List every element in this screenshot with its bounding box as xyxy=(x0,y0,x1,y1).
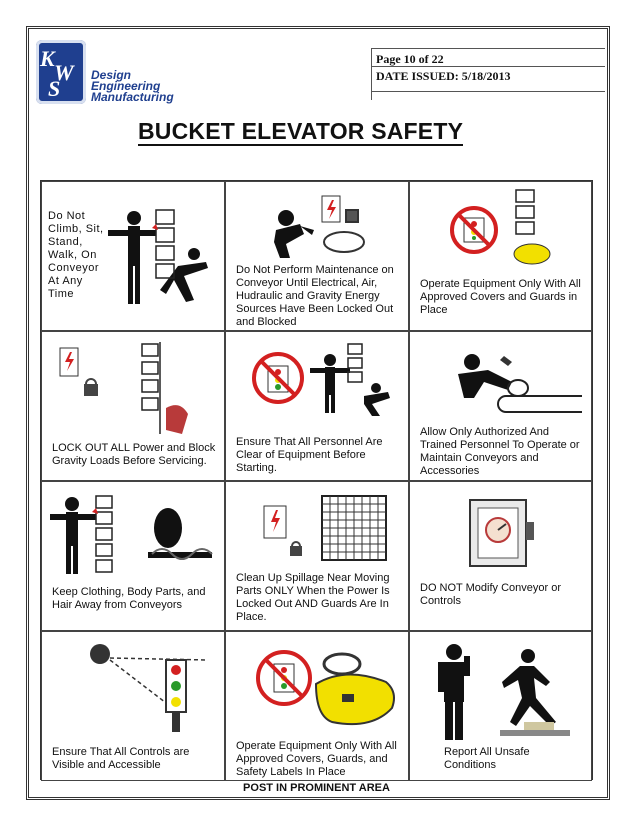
safety-caption: Allow Only Authorized And Trained Personnel To Operate or Maintain Conveyors and Accessories xyxy=(420,426,580,477)
safety-cell-4 xyxy=(41,331,225,481)
logo-letter-s: S xyxy=(48,76,61,101)
document-header xyxy=(34,36,604,108)
logo-text xyxy=(91,70,174,103)
safety-cell-9 xyxy=(409,481,592,631)
safety-caption: Operate Equipment Only With All Approved Covers, Guards, and Safety Labels In Place xyxy=(236,740,397,778)
logo-letter-k: K xyxy=(40,46,55,71)
safety-cell-5 xyxy=(225,331,409,481)
safety-poster xyxy=(40,180,593,794)
safety-cell-2 xyxy=(225,181,409,331)
logo-line-2: Engineering xyxy=(91,79,161,93)
worker-maintenance-lockout-icon xyxy=(266,190,376,260)
lockout-gravity-icon xyxy=(56,338,216,438)
safety-cell-8 xyxy=(225,481,409,631)
page-title: BUCKET ELEVATOR SAFETY xyxy=(138,118,464,144)
spillage-lockout-icon xyxy=(262,494,392,570)
safety-caption: DO NOT Modify Conveyor or Controls xyxy=(420,582,562,607)
safety-caption: Report All Unsafe Conditions xyxy=(444,746,530,771)
safety-caption: LOCK OUT ALL Power and Block Gravity Loads Before Servicing. xyxy=(52,442,216,467)
safety-caption: Do Not Perform Maintenance on Conveyor Until Electrical, Air, Hudraulic and Gravity Energy Sources Have Been Locked Out and Blocked xyxy=(236,264,394,328)
report-unsafe-icon xyxy=(430,642,580,742)
safety-caption: Clean Up Spillage Near Moving Parts ONLY When the Power Is Locked Out AND Guards Are In Place. xyxy=(236,572,390,623)
kws-logo-mark xyxy=(36,40,86,104)
safety-caption: Ensure That All Personnel Are Clear of Equipment Before Starting. xyxy=(236,436,383,474)
person-climbing-conveyor-icon xyxy=(108,204,220,314)
page-info-box xyxy=(371,48,605,100)
logo-line-3: Manufacturing xyxy=(91,90,174,104)
logo-line-1: Design xyxy=(91,68,132,82)
safety-cell-10 xyxy=(41,631,225,781)
safety-cell-6 xyxy=(409,331,592,481)
date-issued: DATE ISSUED: 5/18/2013 xyxy=(372,67,605,92)
safety-cell-1 xyxy=(41,181,225,331)
logo-letter-w: W xyxy=(54,60,74,85)
page-number: Page 10 of 22 xyxy=(372,48,605,67)
safety-cell-7 xyxy=(41,481,225,631)
control-panel-icon xyxy=(464,496,544,572)
safety-cell-12 xyxy=(409,631,592,781)
safety-caption: Operate Equipment Only With All Approved Covers and Guards in Place xyxy=(420,278,581,316)
safety-caption: Ensure That All Controls are Visible and Accessible xyxy=(52,746,190,771)
company-logo xyxy=(36,40,186,104)
entanglement-hazard-icon xyxy=(48,492,218,578)
safety-caption: Do Not Climb, Sit, Stand, Walk, On Conveyor At Any Time xyxy=(48,210,104,300)
safety-cell-11 xyxy=(225,631,409,781)
poster-footer: POST IN PROMINENT AREA xyxy=(243,782,390,794)
personnel-clear-icon xyxy=(236,338,400,418)
no-open-guard-icon xyxy=(446,188,566,272)
visible-controls-icon xyxy=(86,640,216,736)
safety-grid xyxy=(40,180,593,780)
safety-cell-3 xyxy=(409,181,592,331)
authorized-worker-icon xyxy=(444,342,584,426)
safety-caption: Keep Clothing, Body Parts, and Hair Away from Conveyors xyxy=(52,586,206,611)
covers-guards-labels-icon xyxy=(244,636,404,732)
